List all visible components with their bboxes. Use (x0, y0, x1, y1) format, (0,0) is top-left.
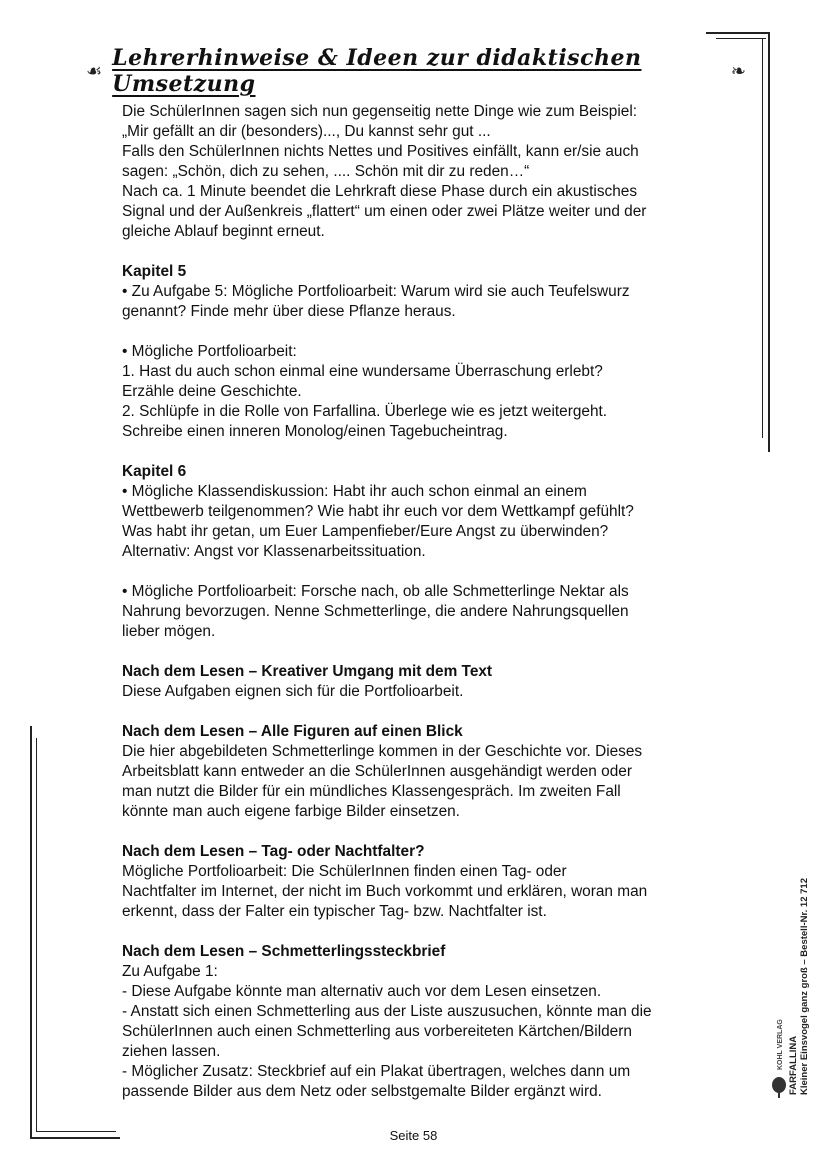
text-line: Mögliche Portfolioarbeit: Die SchülerInnen finden einen Tag- oder (122, 863, 567, 880)
text-line: • Zu Aufgabe 5: Mögliche Portfolioarbeit: Warum wird sie auch Teufelswurz (122, 283, 630, 300)
text-line: Arbeitsblatt kann entweder an die SchülerInnen ausgehändigt werden oder (122, 763, 632, 780)
text-line: • Mögliche Klassendiskussion: Habt ihr auch schon einmal an einem (122, 483, 587, 500)
paragraph-gap (122, 702, 712, 722)
page-number: Seite 58 (389, 1128, 438, 1143)
book-imprint (788, 878, 810, 1095)
frame-top-line-inner (716, 38, 766, 39)
document-body (122, 102, 712, 1102)
paragraph-gap (122, 922, 712, 942)
text-line: Diese Aufgaben eignen sich für die Portfolioarbeit. (122, 683, 464, 700)
text-line: Die SchülerInnen sagen sich nun gegenseitig nette Dinge wie zum Beispiel: (122, 103, 638, 120)
frame-left-line (30, 726, 32, 1138)
paragraph-gap (122, 242, 712, 262)
text-line: Die hier abgebildeten Schmetterlinge kommen in der Geschichte vor. Dieses (122, 743, 643, 760)
text-line: Signal und der Außenkreis „flattert“ um einen oder zwei Plätze weiter und der (122, 203, 647, 220)
text-line: ziehen lassen. (122, 1043, 221, 1060)
text-line: sagen: „Schön, dich zu sehen, .... Schön mit dir zu reden…“ (122, 163, 530, 180)
page-header (86, 45, 746, 97)
publisher-name: KOHL VERLAG (777, 1019, 784, 1070)
text-line: 1. Hast du auch schon einmal eine wundersame Überraschung erlebt? (122, 363, 603, 380)
text-line: • Mögliche Portfolioarbeit: Forsche nach, ob alle Schmetterlinge Nektar als (122, 583, 629, 600)
section-heading: Nach dem Lesen – Kreativer Umgang mit dem Text (122, 663, 493, 680)
ornament-right-icon: ❧ (730, 61, 746, 81)
text-line: Wettbewerb teilgenommen? Wie habt ihr euch vor dem Wettkampf gefühlt? (122, 503, 634, 520)
frame-right-line-inner (762, 38, 763, 438)
text-line: - Diese Aufgabe könnte man alternativ auch vor dem Lesen einsetzen. (122, 983, 602, 1000)
text-line: Schreibe einen inneren Monolog/einen Tagebucheintrag. (122, 423, 508, 440)
text-line: „Mir gefällt an dir (besonders)..., Du kannst sehr gut ... (122, 123, 491, 140)
publisher-logo-icon (770, 1075, 788, 1099)
text-line: Was habt ihr getan, um Euer Lampenfieber/Eure Angst zu überwinden? (122, 523, 609, 540)
frame-top-line (706, 32, 770, 34)
section-heading: Nach dem Lesen – Alle Figuren auf einen Blick (122, 723, 463, 740)
page-title: Lehrerhinweise & Ideen zur didaktischen Umsetzung (112, 45, 642, 97)
text-line: könnte man auch eigene farbige Bilder einsetzen. (122, 803, 460, 820)
section-heading: Nach dem Lesen – Schmetterlingssteckbrief (122, 943, 446, 960)
text-line: - Anstatt sich einen Schmetterling aus der Liste auszusuchen, könnte man die (122, 1003, 652, 1020)
text-line: SchülerInnen auch einen Schmetterling aus vorbereiteten Kärtchen/Bildern (122, 1023, 632, 1040)
paragraph-gap (122, 322, 712, 342)
paragraph-gap (122, 822, 712, 842)
text-line: Nachtfalter im Internet, der nicht im Buch vorkommt und erklären, woran man (122, 883, 648, 900)
text-line: man nutzt die Bilder für ein mündliches Klassengespräch. Im zweiten Fall (122, 783, 621, 800)
text-line: 2. Schlüpfe in die Rolle von Farfallina. Überlege wie es jetzt weitergeht. (122, 403, 608, 420)
paragraph-gap (122, 642, 712, 662)
text-line: passende Bilder aus dem Netz oder selbstgemalte Bilder ergänzt wird. (122, 1083, 602, 1100)
section-heading: Kapitel 6 (122, 463, 187, 480)
section-heading: Kapitel 5 (122, 263, 187, 280)
text-line: • Mögliche Portfolioarbeit: (122, 343, 297, 360)
text-line: Erzähle deine Geschichte. (122, 383, 302, 400)
text-line: - Möglicher Zusatz: Steckbrief auf ein Plakat übertragen, welches dann um (122, 1063, 631, 1080)
book-order-info: Kleiner Einsvogel ganz groß – Bestell-Nr. 12 712 (799, 878, 810, 1095)
text-line: gleiche Ablauf beginnt erneut. (122, 223, 325, 240)
text-line: Nahrung bevorzugen. Nenne Schmetterlinge, die andere Nahrungsquellen (122, 603, 629, 620)
book-title: FARFALLINA (788, 1035, 799, 1095)
ornament-left-icon: ☙ (86, 61, 103, 81)
frame-left-line-inner (36, 738, 37, 1132)
text-line: lieber mögen. (122, 623, 216, 640)
frame-right-line (768, 32, 770, 452)
text-line: erkennt, dass der Falter ein typischer Tag- bzw. Nachtfalter ist. (122, 903, 547, 920)
text-line: Falls den SchülerInnen nichts Nettes und Positives einfällt, kann er/sie auch (122, 143, 639, 160)
text-line: Zu Aufgabe 1: (122, 963, 218, 980)
paragraph-gap (122, 442, 712, 462)
text-line: Nach ca. 1 Minute beendet die Lehrkraft diese Phase durch ein akustisches (122, 183, 638, 200)
section-heading: Nach dem Lesen – Tag- oder Nachtfalter? (122, 843, 425, 860)
paragraph-gap (122, 562, 712, 582)
text-line: genannt? Finde mehr über diese Pflanze heraus. (122, 303, 456, 320)
text-line: Alternativ: Angst vor Klassenarbeitssituation. (122, 543, 426, 560)
